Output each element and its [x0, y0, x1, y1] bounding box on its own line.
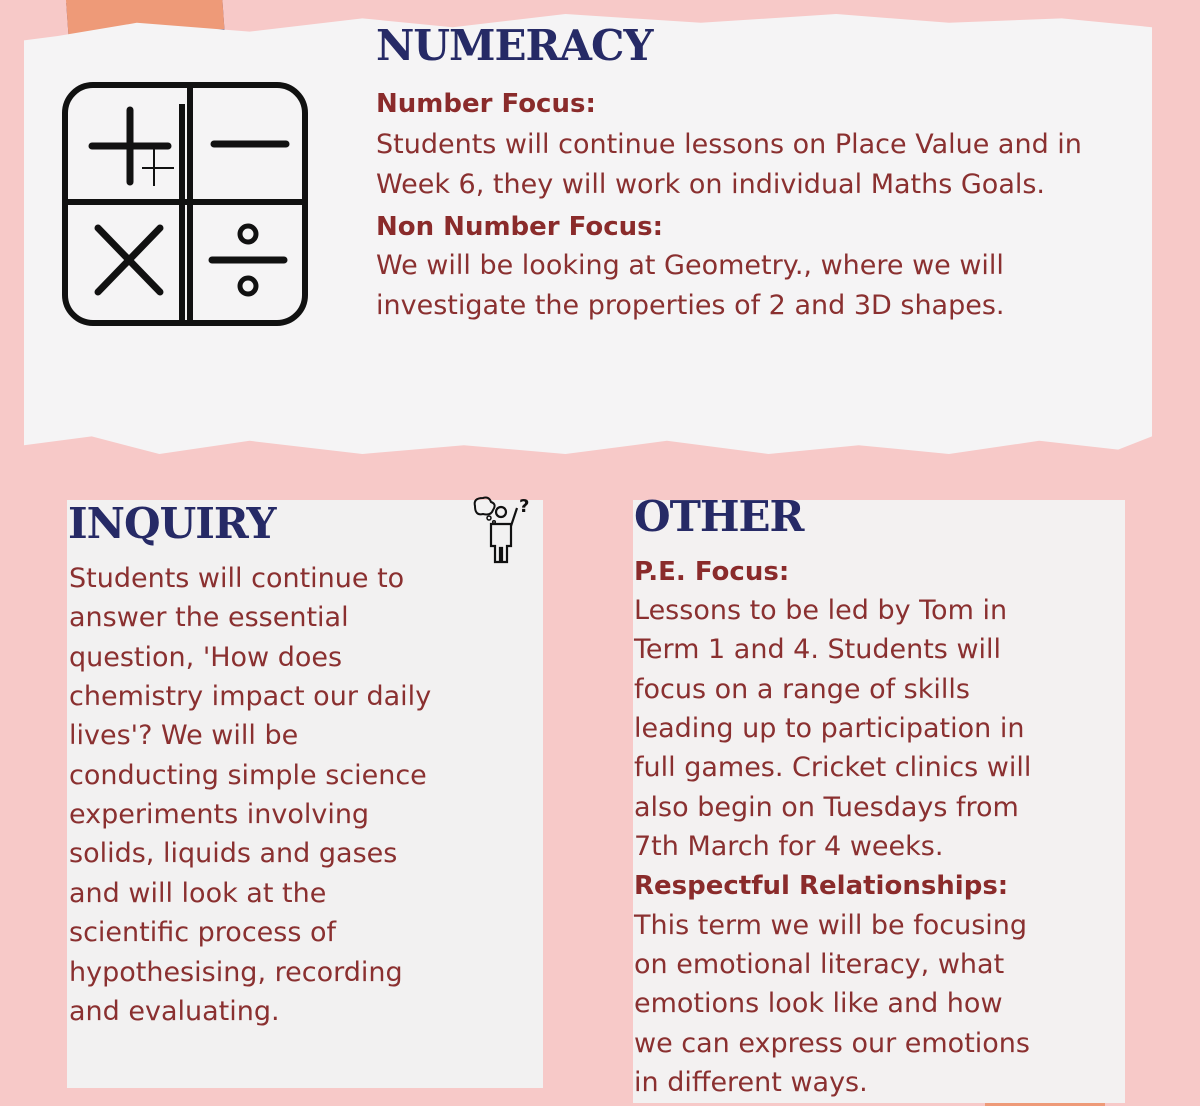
number-focus-text-line-1: Students will continue lessons on Place Value and in — [376, 129, 1082, 160]
pe-line: 7th March for 4 weeks. — [634, 831, 944, 862]
rr-line: emotions look like and how — [634, 988, 1003, 1019]
non-number-focus-text-line-1: We will be looking at Geometry., where we will — [376, 250, 1004, 281]
pe-focus-label: P.E. Focus: — [634, 557, 790, 587]
other-title: OTHER — [634, 492, 804, 541]
rr-line: This term we will be focusing — [634, 910, 1028, 941]
pe-line: Lessons to be led by Tom in — [634, 595, 1008, 626]
pe-line: focus on a range of skills — [634, 674, 970, 705]
person-question-icon — [467, 496, 537, 570]
numeracy-title: NUMERACY — [376, 21, 653, 70]
inquiry-line: solids, liquids and gases — [69, 838, 398, 869]
non-number-focus-label: Non Number Focus: — [376, 212, 664, 242]
math-operations-icon — [62, 82, 310, 332]
inquiry-line: chemistry impact our daily — [69, 681, 432, 712]
inquiry-line: answer the essential — [69, 602, 349, 633]
rr-line: on emotional literacy, what — [634, 949, 1005, 980]
inquiry-line: and evaluating. — [69, 996, 280, 1027]
rr-line: in different ways. — [634, 1067, 868, 1098]
pe-line: leading up to participation in — [634, 713, 1025, 744]
inquiry-line: question, 'How does — [69, 642, 343, 673]
inquiry-line: scientific process of — [69, 917, 337, 948]
pe-line: Term 1 and 4. Students will — [634, 634, 1002, 665]
inquiry-line: conducting simple science — [69, 760, 427, 791]
number-focus-label: Number Focus: — [376, 89, 596, 119]
inquiry-title: INQUIRY — [68, 499, 276, 548]
inquiry-line: lives'? We will be — [69, 720, 299, 751]
svg-text:?: ? — [519, 496, 530, 517]
respectful-relationships-label: Respectful Relationships: — [634, 871, 1009, 901]
inquiry-line: hypothesising, recording — [69, 957, 403, 988]
rr-line: we can express our emotions — [634, 1028, 1030, 1059]
inquiry-line: experiments involving — [69, 799, 370, 830]
pe-line: full games. Cricket clinics will — [634, 752, 1032, 783]
inquiry-line: Students will continue to — [69, 563, 405, 594]
pe-line: also begin on Tuesdays from — [634, 792, 1019, 823]
number-focus-text-line-2: Week 6, they will work on individual Maths Goals. — [376, 169, 1046, 200]
inquiry-line: and will look at the — [69, 878, 327, 909]
non-number-focus-text-line-2: investigate the properties of 2 and 3D shapes. — [376, 290, 1005, 321]
